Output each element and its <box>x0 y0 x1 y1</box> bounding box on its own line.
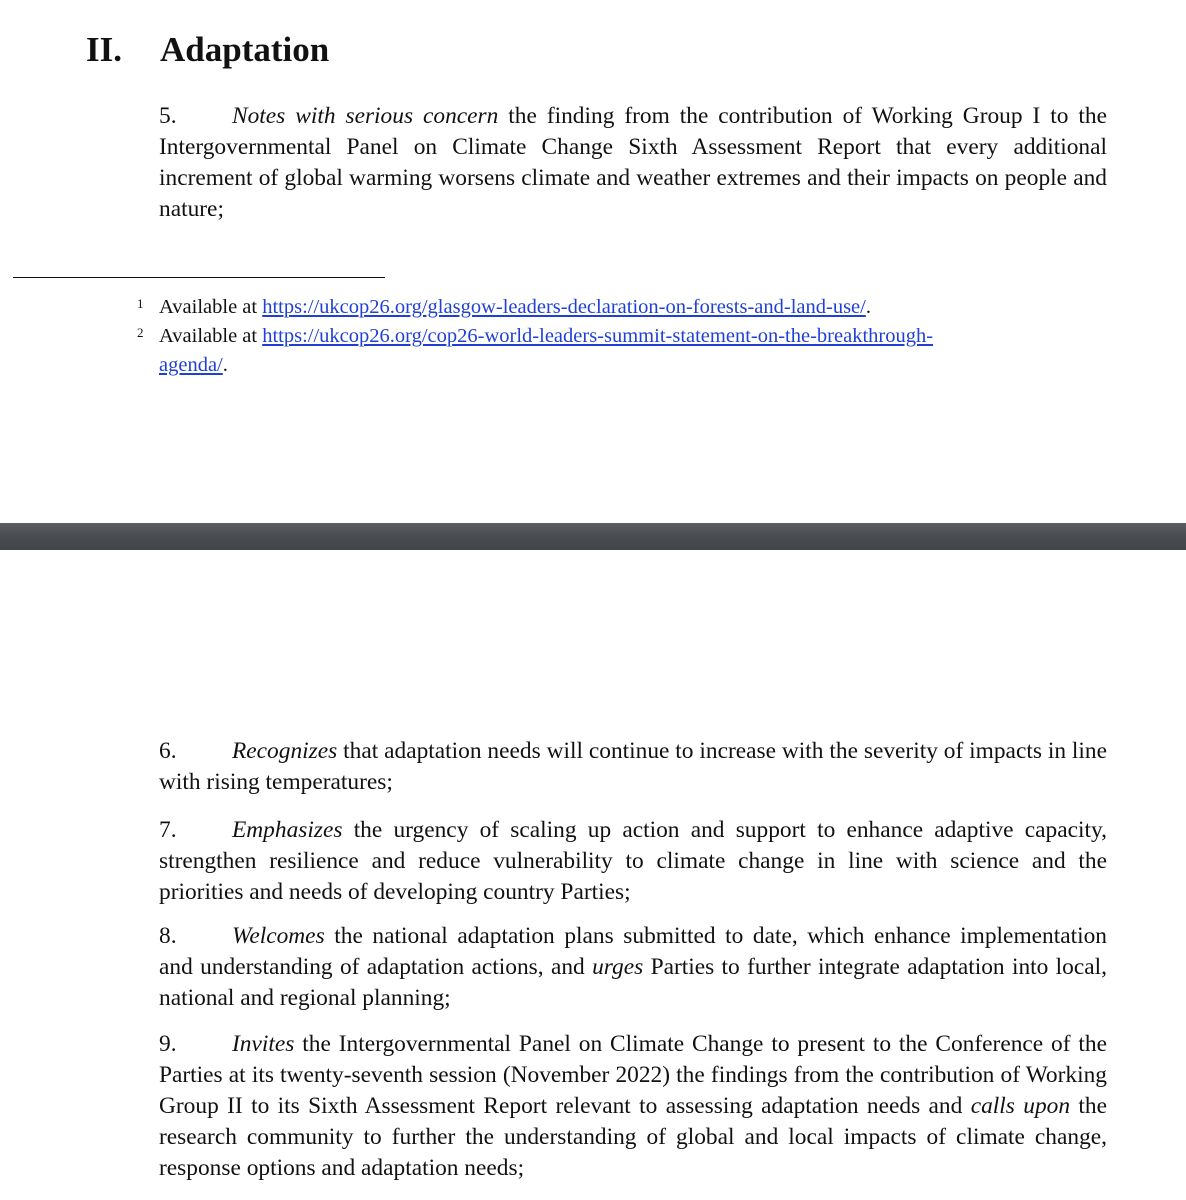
paragraph-number: 9. <box>159 1031 177 1057</box>
paragraph-emphasis: Invites <box>232 1031 295 1057</box>
paragraph-5 <box>159 101 1107 225</box>
footnote-suffix: . <box>222 354 228 376</box>
paragraph-emphasis-secondary: urges <box>592 954 644 980</box>
paragraph-6 <box>159 736 1107 798</box>
paragraph-number: 8. <box>159 923 177 949</box>
paragraph-7 <box>159 815 1107 908</box>
footnote-mark: 2 <box>137 325 144 340</box>
footnote-1 <box>137 293 1059 322</box>
paragraph-text-continued: Parties to further integrate adaptation into local, national and regional planning; <box>159 954 1107 1011</box>
section-heading <box>86 30 329 70</box>
paragraph-text: the Intergovernmental Panel on Climate Change to present to the Conference of the Parties at its twenty-seventh session (November 2022) the findings from the contribution of Working Group II to its Sixth Assessment Report relevant to assessing adaptation needs and <box>159 1031 1107 1119</box>
paragraph-emphasis-secondary: calls upon <box>970 1093 1071 1119</box>
paragraph-8 <box>159 921 1107 1014</box>
paragraph-number: 5. <box>159 103 177 129</box>
paragraph-text-continued: the research community to further the understanding of global and local impacts of climate change, response options and adaptation needs; <box>159 1093 1107 1181</box>
document-page-1 <box>0 0 1186 523</box>
paragraph-text: the national adaptation plans submitted to date, which enhance implementation and understanding of adaptation actions, and <box>159 923 1107 980</box>
footnote-mark: 1 <box>137 296 144 311</box>
footnote-prefix: Available at <box>159 325 258 347</box>
footnote-2-link[interactable]: https://ukcop26.org/cop26-world-leaders-summit-statement-on-the-breakthrough- <box>262 325 934 347</box>
paragraph-text: the finding from the contribution of Working Group I to the Intergovernmental Panel on Climate Change Sixth Assessment Report that every additional increment of global warming worsens climate and weather extremes and their impacts on people and nature; <box>159 103 1107 222</box>
paragraph-emphasis: Welcomes <box>232 923 325 949</box>
footnote-separator <box>13 277 385 278</box>
footnote-2-link-continued[interactable]: agenda/ <box>159 354 223 376</box>
paragraph-emphasis: Recognizes <box>232 738 338 764</box>
footnote-2 <box>137 322 1059 380</box>
page-separator <box>0 523 1186 550</box>
footnote-suffix: . <box>865 296 871 318</box>
footnote-prefix: Available at <box>159 296 258 318</box>
footnote-1-link[interactable]: https://ukcop26.org/glasgow-leaders-declaration-on-forests-and-land-use/ <box>262 296 866 318</box>
paragraph-text: the urgency of scaling up action and support to enhance adaptive capacity, strengthen resilience and reduce vulnerability to climate change in line with science and the priorities and needs of developing country Parties; <box>159 817 1107 905</box>
paragraph-number: 6. <box>159 738 177 764</box>
paragraph-emphasis: Emphasizes <box>232 817 343 843</box>
paragraph-emphasis: Notes with serious concern <box>232 103 499 129</box>
section-title: Adaptation <box>160 30 330 69</box>
paragraph-text: that adaptation needs will continue to increase with the severity of impacts in line with rising temperatures; <box>159 738 1107 795</box>
paragraph-number: 7. <box>159 817 177 843</box>
section-number: II. <box>86 30 122 69</box>
paragraph-9 <box>159 1029 1107 1184</box>
